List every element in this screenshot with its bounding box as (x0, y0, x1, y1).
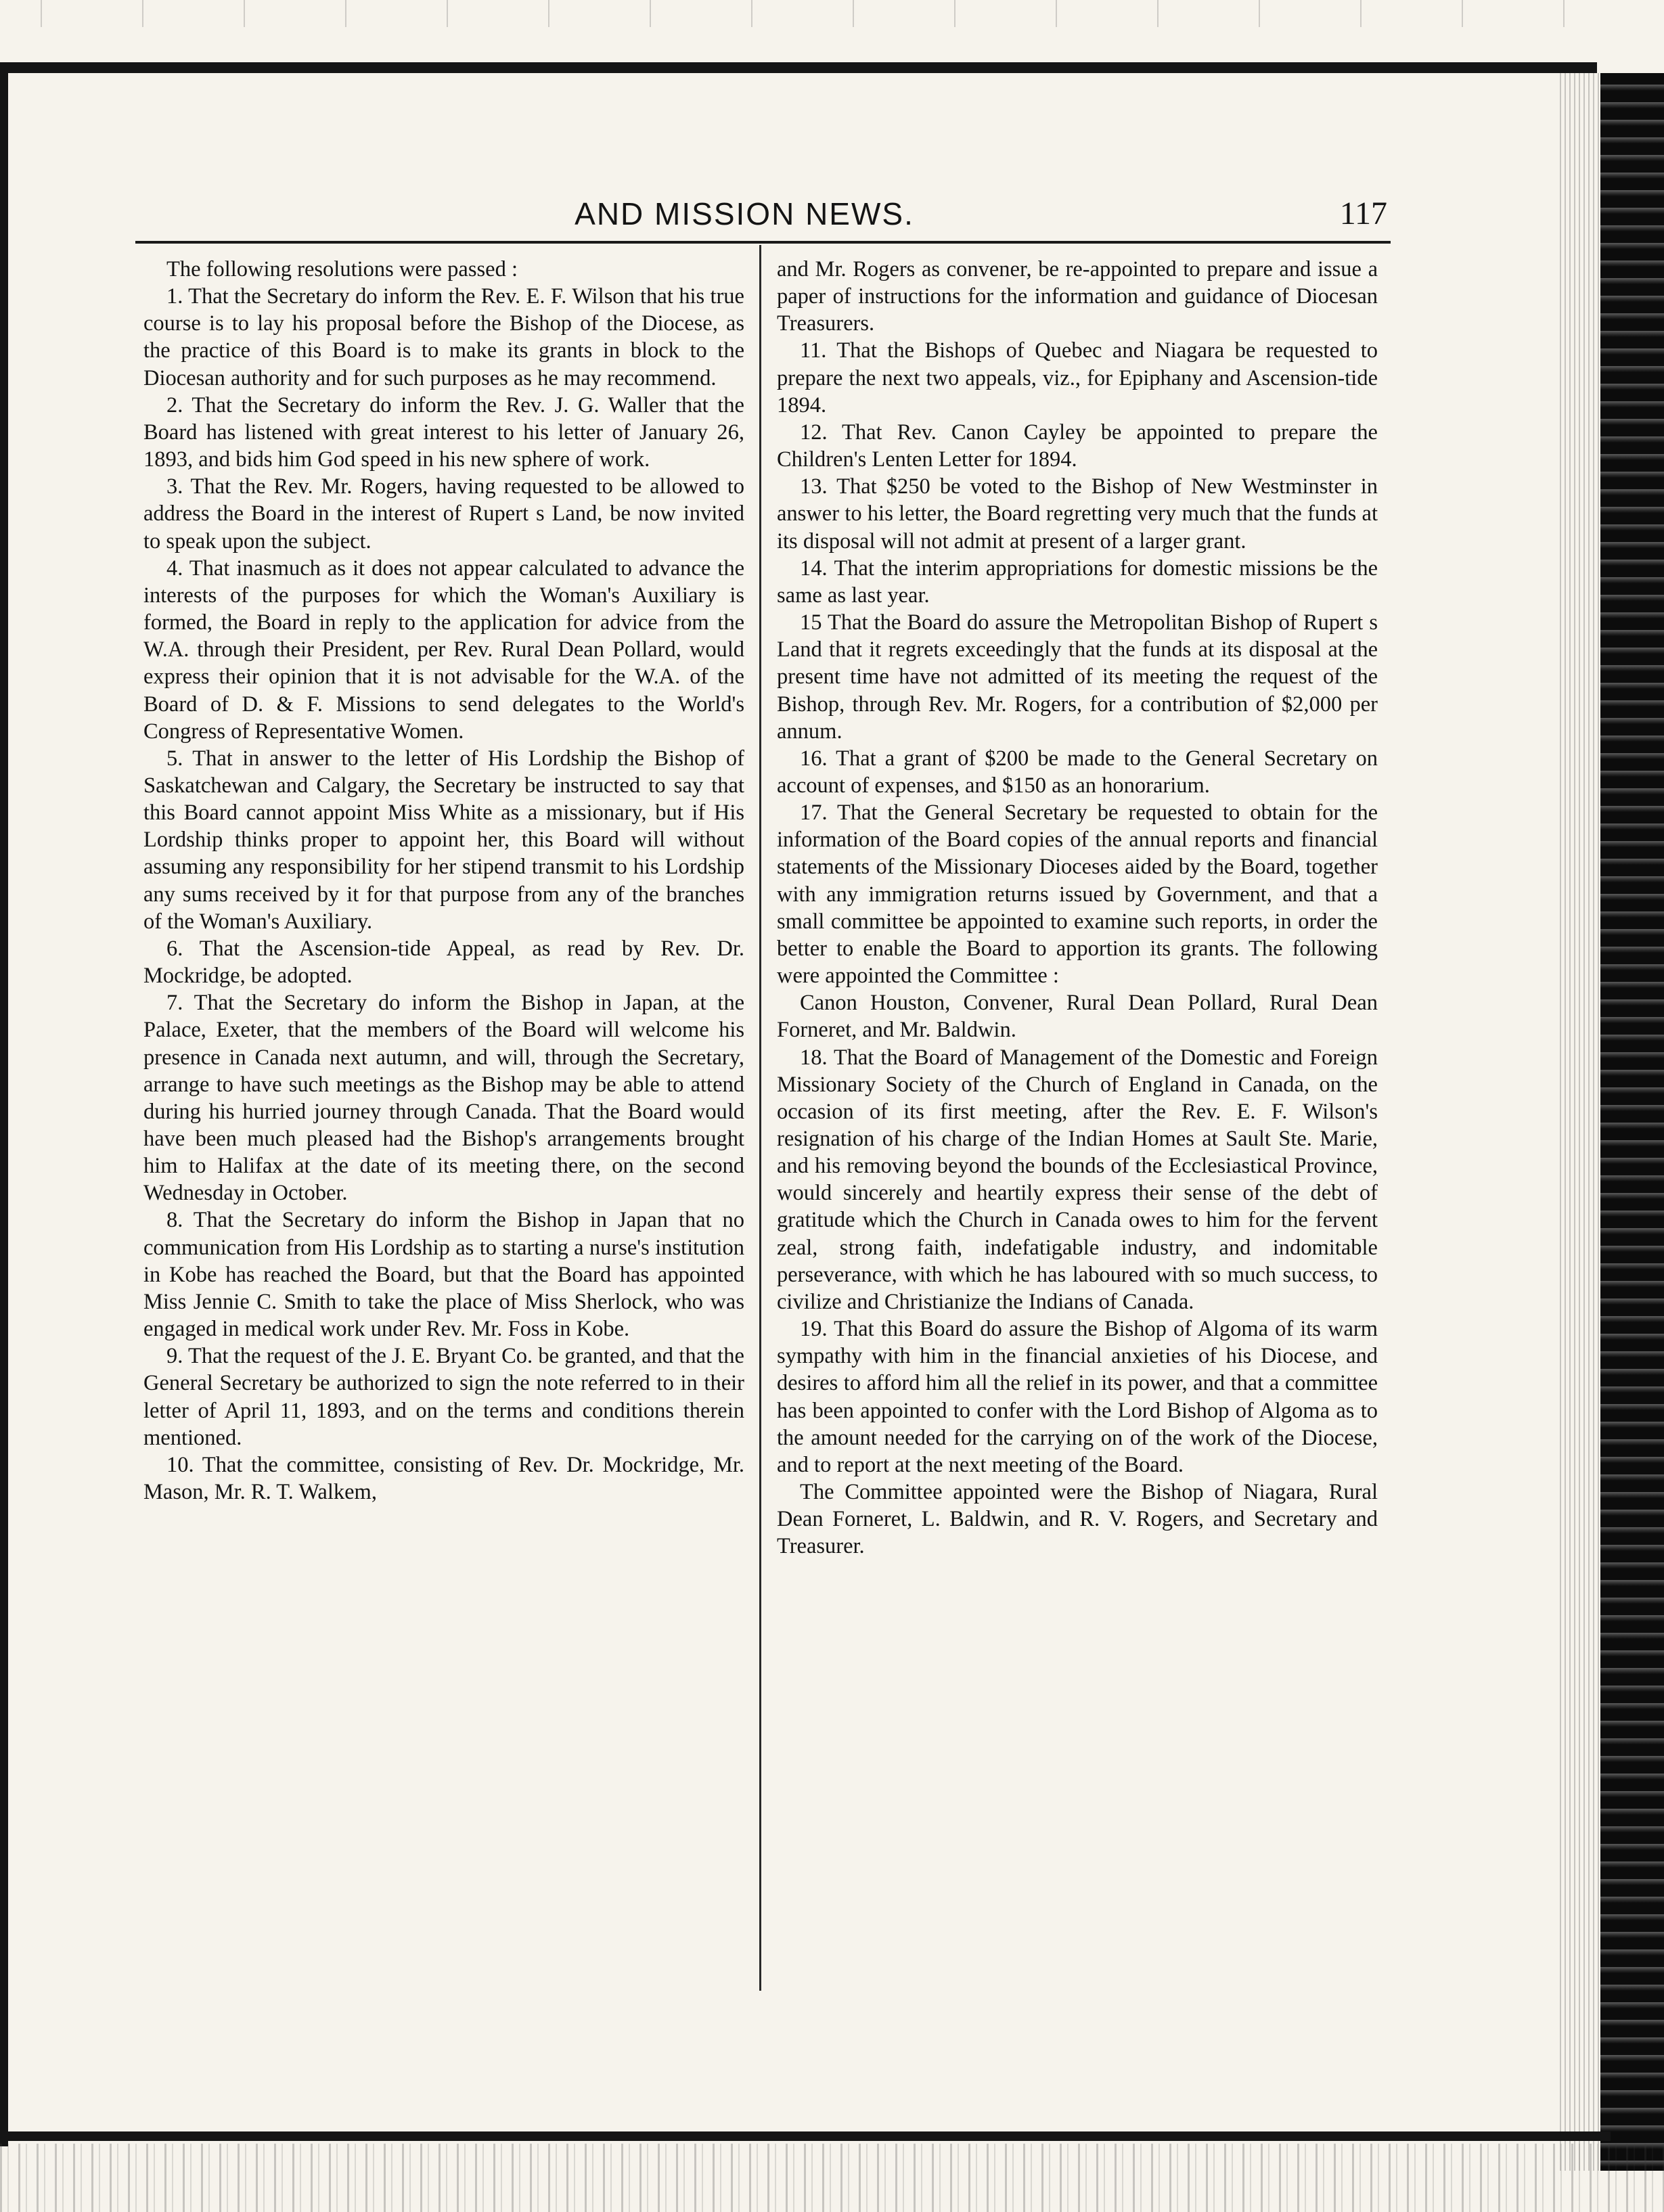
resolution-11: 11. That the Bishops of Quebec and Niagara be requested to prepare the next two appeals, viz., for Epiphany and Ascension-tide 1894. (777, 338, 1378, 417)
resolution-12: 12. That Rev. Canon Cayley be appointed to prepare the Children's Lenten Letter for 1894. (777, 420, 1378, 472)
resolution-8: 8. That the Secretary do inform the Bishop in Japan that no communication from His Lordship as to starting a nurse's institution in Kobe has reached the Board, but that the Board has appointed Miss Jennie C. Smith to take the place of Miss Sherlock, who was engaged in medical work under Rev. Mr. Foss in Kobe. (143, 1208, 744, 1342)
committee-members: Canon Houston, Convener, Rural Dean Pollard, Rural Dean Forneret, and Mr. Baldwin. (777, 991, 1378, 1043)
resolution-9: 9. That the request of the J. E. Bryant Co. be granted, and that the General Secretary be authorized to sign the note referred to in their letter of April 11, 1893, and on the terms and conditions therein mentioned. (143, 1344, 744, 1450)
page-number: 117 (1339, 196, 1387, 231)
intro-line: The following resolutions were passed : (166, 257, 518, 281)
resolution-2: 2. That the Secretary do inform the Rev. J. G. Waller that the Board has listened with great interest to his letter of January 26, 1893, and bids him God speed in his new sphere of work. (143, 392, 744, 472)
resolution-18: 18. That the Board of Management of the Domestic and Foreign Missionary Society of the Church of England in Canada, on the occasion of its first meeting, after the Rev. E. F. Wilson's resignation of his charge of the Indian Homes at Sault Ste. Marie, and his removing beyond the bounds of the Ecclesiastical Province, would sincerely and heartily express their sense of the debt of gratitude which the Church in Canada owes to him for the fervent zeal, strong faith, indefatigable industry, and indomitable perseverance, with which he has laboured with so much success, to civilize and Christianize the Indians of Canada. (777, 1045, 1378, 1314)
resolution-10-start: 10. That the committee, consisting of Rev. Dr. Mockridge, Mr. Mason, Mr. R. T. Walkem, (143, 1452, 744, 1505)
scan-noise-top (0, 0, 1664, 27)
resolution-6: 6. That the Ascension-tide Appeal, as read by Rev. Dr. Mockridge, be adopted. (143, 936, 744, 989)
left-border-edge (0, 62, 8, 2146)
right-column (777, 256, 1378, 1560)
book-binding-edge (1600, 73, 1664, 2171)
resolution-10-continued: and Mr. Rogers as convener, be re-appointed to prepare and issue a paper of instructions for the information and guidance of Diocesan Treasurers. (777, 257, 1378, 336)
left-column (143, 256, 744, 1506)
resolution-5: 5. That in answer to the letter of His Lordship the Bishop of Saskatchewan and Calgary, the Secretary be instructed to say that this Board cannot appoint Miss White as a missionary, but if His Lordship thinks proper to appoint her, this Board will without assuming any responsibility for her stipend transmit to his Lordship any sums received by it for that purpose from any of the branches of the Woman's Auxiliary. (143, 746, 744, 934)
resolution-15: 15 That the Board do assure the Metropolitan Bishop of Rupert s Land that it regrets exceedingly that the funds at its disposal at the present time have not admitted of its meeting the request of the Bishop, through Rev. Mr. Rogers, for a contribution of $2,000 per annum. (777, 610, 1378, 744)
resolution-19: 19. That this Board do assure the Bishop of Algoma of its warm sympathy with him in the financial anxieties of his Diocese, and desires to afford him all the relief in its power, and that a committee has been appointed to confer with the Lord Bishop of Algoma as to the amount needed for the carrying on of the work of the Diocese, and to report at the next meeting of the Board. (777, 1317, 1378, 1477)
resolution-3: 3. That the Rev. Mr. Rogers, having requested to be allowed to address the Board in the interest of Rupert s Land, be now invited to speak upon the subject. (143, 474, 744, 554)
column-divider (759, 245, 761, 1991)
committee-appointed: The Committee appointed were the Bishop of Niagara, Rural Dean Forneret, L. Baldwin, and R. V. Rogers, and Secretary and Treasurer. (777, 1480, 1378, 1559)
resolution-4: 4. That inasmuch as it does not appear calculated to advance the interests of the purposes for which the Woman's Auxiliary is formed, the Board in reply to the application for advice from the W.A. through their President, per Rev. Rural Dean Pollard, would express their opinion that it is not advisable for the W.A. of the Board of D. & F. Missions to send delegates to the World's Congress of Representative Women. (143, 556, 744, 744)
binding-shadow (1556, 73, 1601, 2171)
resolution-16: 16. That a grant of $200 be made to the General Secretary on account of expenses, and $150 as an honorarium. (777, 746, 1378, 798)
resolution-7: 7. That the Secretary do inform the Bishop in Japan, at the Palace, Exeter, that the members of the Board will welcome his presence in Canada next autumn, and will, through the Secretary, arrange to have such meetings as the Bishop may be able to attend during his hurried journey through Canada. That the Board would have been much pleased had the Bishop's arrangements brought him to Halifax at the date of its meeting there, on the second Wednesday in October. (143, 991, 744, 1206)
running-head: AND MISSION NEWS. (575, 196, 914, 231)
top-border-rule (0, 62, 1597, 73)
scan-noise-bottom (0, 2144, 1664, 2212)
resolution-1: 1. That the Secretary do inform the Rev. E. F. Wilson that his true course is to lay his proposal before the Bishop of the Diocese, as the practice of this Board is to make its grants in block to the Diocesan authority and for such purposes as he may recommend. (143, 284, 744, 390)
resolution-17: 17. That the General Secretary be requested to obtain for the information of the Board copies of the annual reports and financial statements of the Missionary Dioceses aided by the Board, together with any immigration returns issued by Government, and that a small committee be appointed to examine such reports, in order the better to enable the Board to apportion its grants. The following were appointed the Committee : (777, 800, 1378, 989)
resolution-13: 13. That $250 be voted to the Bishop of New Westminster in answer to his letter, the Board regretting very much that the funds at its disposal will not admit at present of a larger grant. (777, 474, 1378, 554)
header-rule (135, 241, 1391, 244)
bottom-border-rule (0, 2131, 1611, 2141)
resolution-14: 14. That the interim appropriations for domestic missions be the same as last year. (777, 556, 1378, 608)
